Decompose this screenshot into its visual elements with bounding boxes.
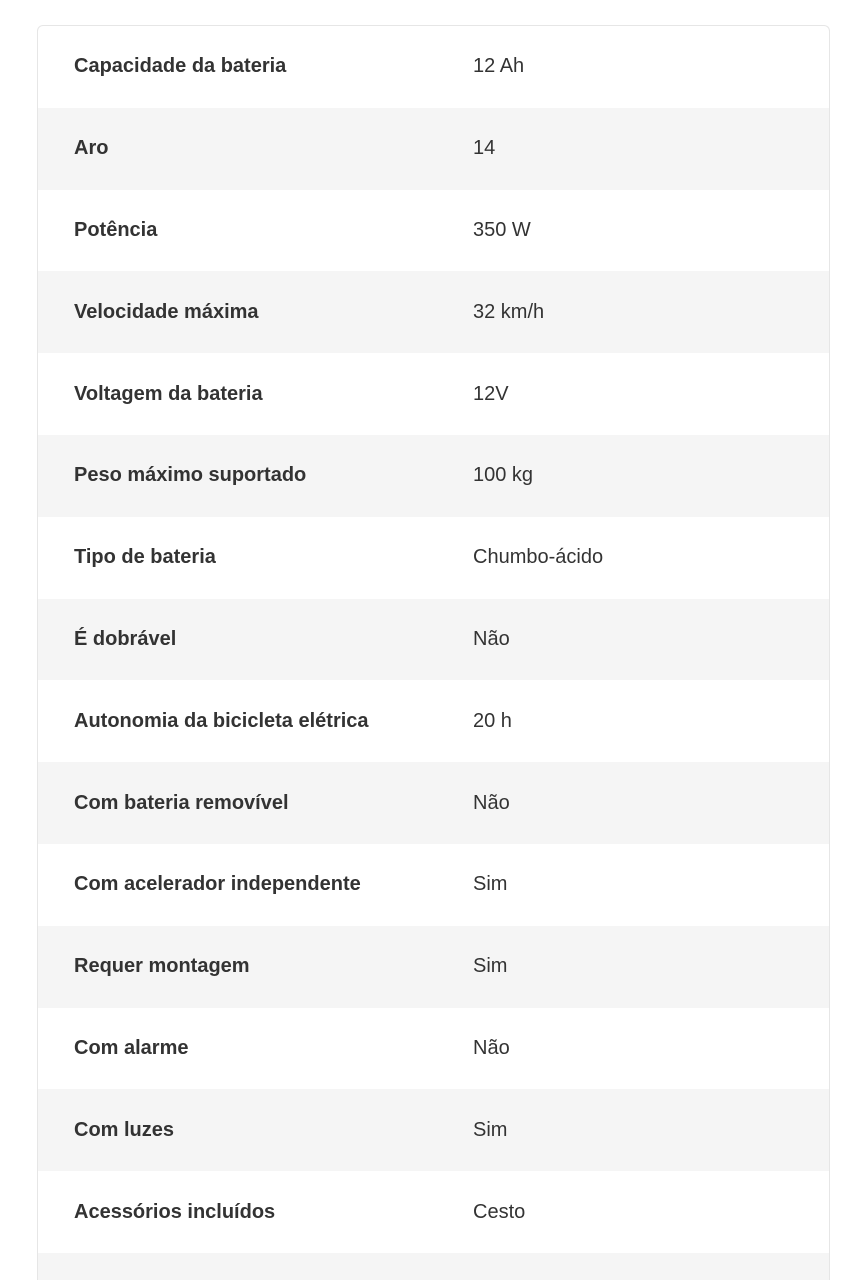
spec-label: Autonomia da bicicleta elétrica [74, 709, 369, 732]
spec-row [38, 435, 829, 517]
spec-label: Acessórios incluídos [74, 1200, 276, 1223]
spec-label: É dobrável [74, 627, 177, 650]
spec-value: Cesto [473, 1200, 526, 1223]
spec-row [38, 190, 829, 272]
spec-row [38, 680, 829, 762]
spec-value: 14 [473, 137, 496, 160]
spec-label: Com luzes [74, 1118, 175, 1141]
spec-label: Com alarme [74, 1036, 189, 1059]
spec-value: Sim [473, 1118, 508, 1141]
spec-row [38, 844, 829, 926]
spec-label: Capacidade da bateria [74, 55, 287, 78]
spec-value: 20 h [473, 709, 512, 732]
spec-value: Não [473, 1036, 510, 1059]
spec-value: Sim [473, 873, 508, 896]
spec-label: Tipo de bateria [74, 546, 216, 569]
spec-label: Aro [74, 137, 109, 160]
spec-row [38, 26, 829, 108]
spec-row [38, 517, 829, 599]
spec-value: 32 km/h [473, 300, 545, 323]
spec-row [38, 1089, 829, 1171]
spec-row [38, 353, 829, 435]
spec-value: Sim [473, 955, 508, 978]
spec-value: 12V [473, 382, 509, 405]
spec-value: Não [473, 627, 510, 650]
spec-row [38, 271, 829, 353]
spec-row [38, 762, 829, 844]
spec-row [38, 108, 829, 190]
spec-label: Potência [74, 218, 158, 241]
spec-row [38, 1171, 829, 1253]
spec-row-cutoff [38, 1253, 829, 1280]
spec-label: Com acelerador independente [74, 873, 361, 896]
spec-row [38, 1008, 829, 1090]
spec-label: Com bateria removível [74, 791, 289, 814]
spec-value: Chumbo-ácido [473, 546, 604, 569]
spec-label: Requer montagem [74, 955, 250, 978]
spec-value: 350 W [473, 218, 531, 241]
spec-label: Voltagem da bateria [74, 382, 263, 405]
spec-value: 12 Ah [473, 55, 525, 78]
spec-label: Velocidade máxima [74, 300, 259, 323]
specs-table [37, 25, 830, 1280]
spec-label: Peso máximo suportado [74, 464, 307, 487]
spec-row [38, 599, 829, 681]
spec-value: Não [473, 791, 510, 814]
spec-row [38, 926, 829, 1008]
spec-value: 100 kg [473, 464, 534, 487]
